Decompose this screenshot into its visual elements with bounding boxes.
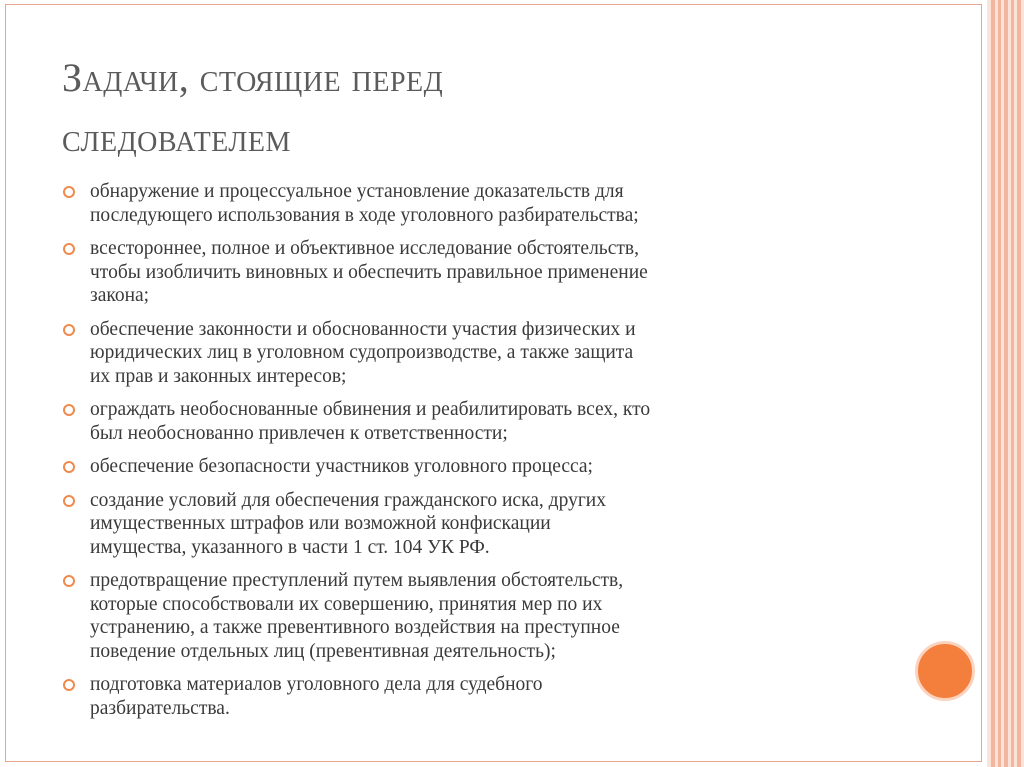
- bullet-text-line: обеспечение законности и обоснованности участия физических и: [90, 318, 636, 340]
- bullet-text-line: подготовка материалов уголовного дела для судебного: [90, 674, 543, 695]
- title-line: следователем: [62, 115, 291, 160]
- stripe: [1004, 0, 1008, 767]
- bullet-ring-icon: [63, 186, 75, 198]
- bullet-text-line: чтобы изобличить виновных и обеспечить правильное применение: [90, 261, 648, 283]
- bullet-text-line: предотвращение преступлений путем выявления обстоятельств,: [90, 570, 624, 591]
- bullet-text-line: всестороннее, полное и объективное исследование обстоятельств,: [90, 238, 639, 259]
- bullet-text-line: которые способствовали их совершению, принятия мер по их: [90, 593, 603, 615]
- bullet-text-line: поведение отдельных лиц (превентивная деятельность);: [90, 640, 556, 662]
- bullet-item: [62, 489, 882, 560]
- bullet-ring-icon: [63, 243, 75, 255]
- bullet-text-line: обнаружение и процессуальное установление доказательств для: [90, 181, 624, 202]
- bullet-text-line: был необоснованно привлечен к ответственности;: [90, 422, 508, 444]
- title-line: Задачи, стоящие перед: [62, 55, 444, 100]
- bullet-text-line: разбирательства.: [90, 697, 230, 719]
- decorative-stripes: [987, 0, 1024, 767]
- bullet-text-line: имущества, указанного в части 1 ст. 104 УК РФ.: [90, 536, 490, 558]
- bullet-text-line: последующего использования в ходе уголовного разбирательства;: [90, 204, 639, 226]
- bullet-text-line: закона;: [90, 285, 150, 306]
- bullet-text-line: создание условий для обеспечения гражданского иска, других: [90, 489, 606, 511]
- bullet-ring-icon: [63, 495, 75, 507]
- bullet-item: [62, 180, 882, 227]
- bullet-ring-icon: [63, 461, 75, 473]
- slide-title: [62, 48, 922, 168]
- stripe: [991, 0, 995, 767]
- bullet-text-line: устранению, а также превентивного воздействия на преступное: [90, 617, 620, 638]
- bullet-ring-icon: [63, 324, 75, 336]
- stripe: [998, 0, 1001, 767]
- bullet-item: [62, 318, 882, 389]
- bullet-item: [62, 455, 882, 479]
- bullet-text-line: ограждать необоснованные обвинения и реабилитировать всех, кто: [90, 399, 651, 420]
- stripe: [1011, 0, 1014, 767]
- bullet-text-line: их прав и законных интересов;: [90, 365, 347, 387]
- bullet-ring-icon: [63, 575, 75, 587]
- bullet-item: [62, 398, 882, 445]
- bullet-ring-icon: [63, 679, 75, 691]
- bullet-item: [62, 237, 882, 308]
- bullet-item: [62, 569, 882, 663]
- bullet-text-line: обеспечение безопасности участников уголовного процесса;: [90, 456, 593, 477]
- decorative-circle: [915, 641, 975, 701]
- stripe: [1017, 0, 1021, 767]
- bullet-list: [62, 180, 882, 730]
- bullet-text-line: юридических лиц в уголовном судопроизводстве, а также защита: [90, 342, 634, 363]
- bullet-ring-icon: [63, 404, 75, 416]
- bullet-text-line: имущественных штрафов или возможной конфискации: [90, 513, 551, 534]
- bullet-item: [62, 673, 882, 720]
